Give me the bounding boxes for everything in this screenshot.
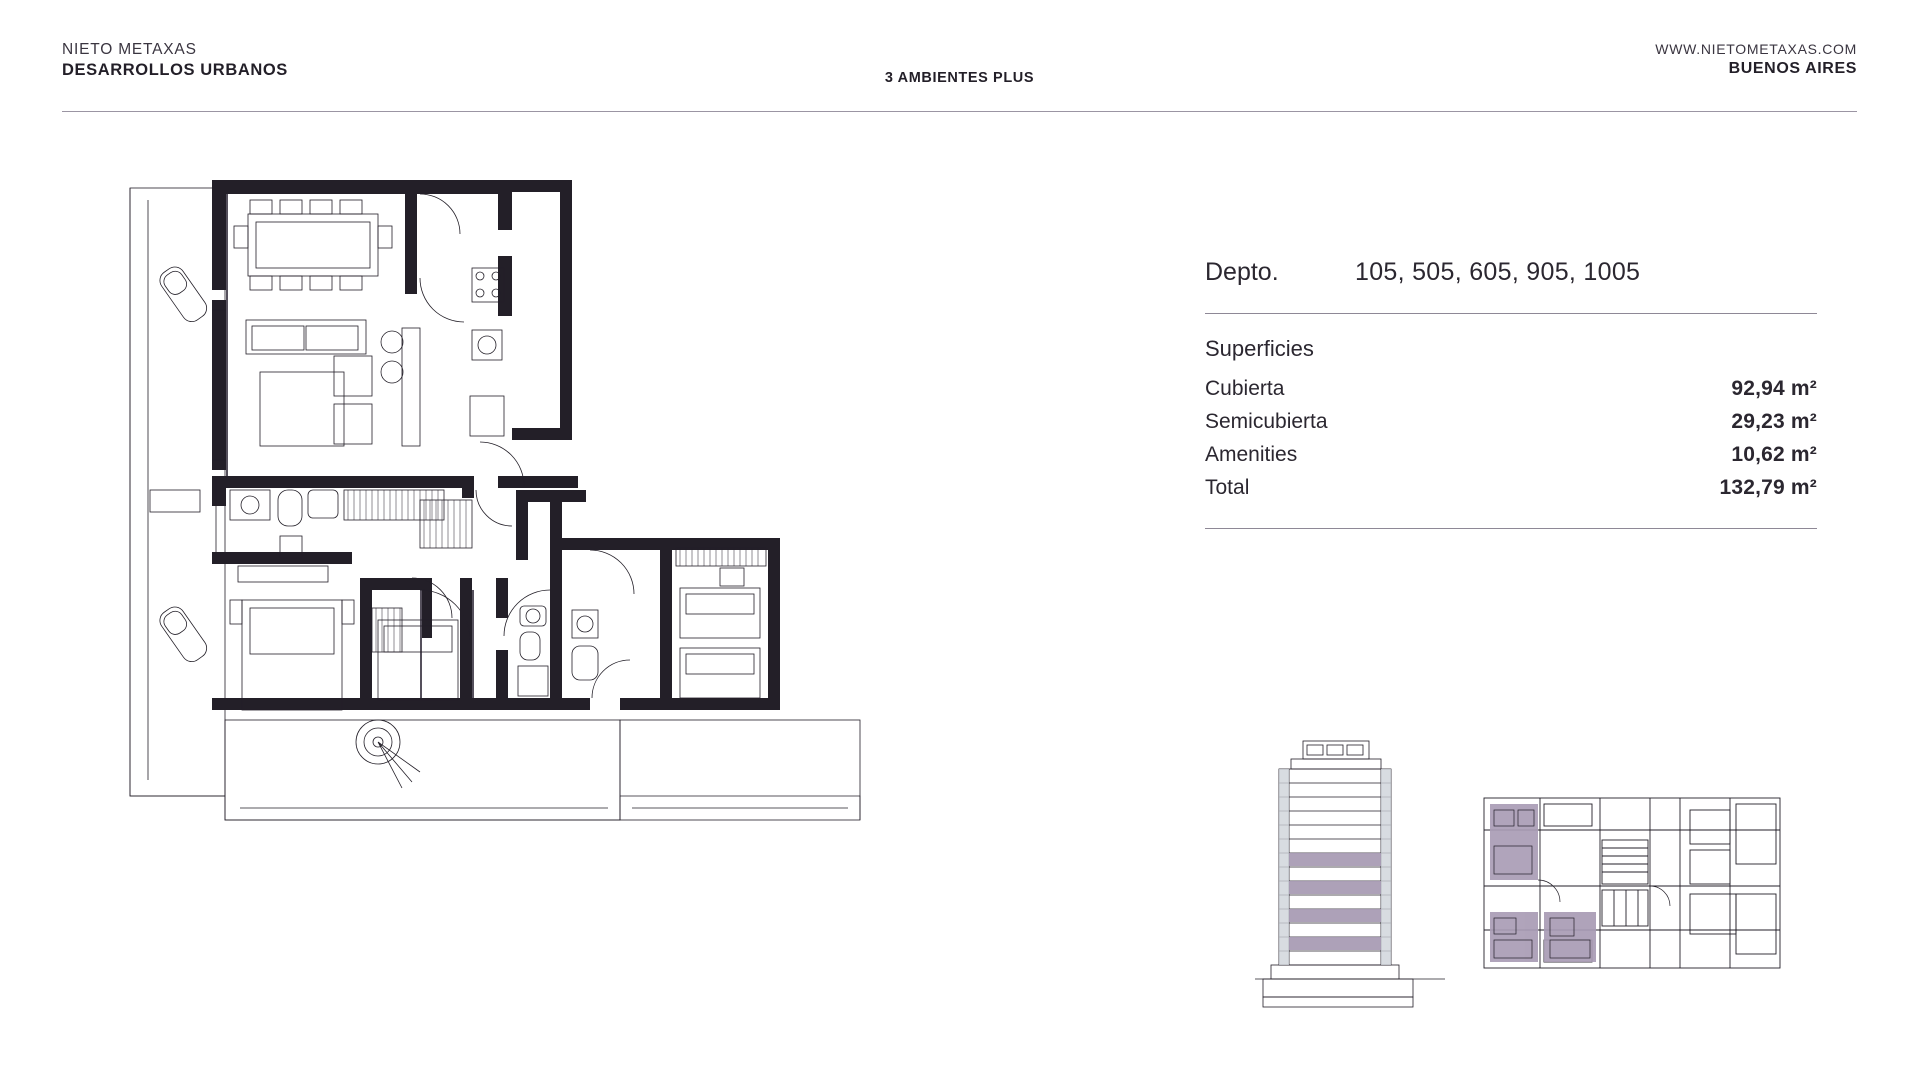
- surface-row-semicubierta: [1205, 405, 1817, 438]
- surfaces-block: [1205, 314, 1817, 528]
- depto-row: [1205, 258, 1817, 287]
- page-title: 3 AMBIENTES PLUS: [884, 70, 1035, 86]
- surface-row-total: [1205, 471, 1817, 504]
- depto-label: Depto.: [1205, 258, 1279, 286]
- building-elevation-diagram: [1255, 735, 1455, 1015]
- floor-key-plan-diagram: [1480, 790, 1790, 980]
- floorplan-container: [120, 160, 960, 840]
- surface-label: Total: [1205, 476, 1250, 499]
- surface-row-cubierta: [1205, 372, 1817, 405]
- surface-label: Amenities: [1205, 443, 1298, 466]
- apartment-floor-plan-drawing: [120, 160, 960, 840]
- depto-value: 105, 505, 605, 905, 1005: [1355, 258, 1641, 286]
- page-header: [62, 40, 1857, 110]
- surface-value: 92,94 m²: [1731, 377, 1817, 400]
- surface-row-amenities: [1205, 438, 1817, 471]
- brand-tagline: DESARROLLOS URBANOS: [62, 61, 288, 80]
- surface-value: 10,62 m²: [1731, 443, 1817, 466]
- website-url: WWW.NIETOMETAXAS.COM: [1655, 41, 1857, 57]
- surfaces-title: Superficies: [1205, 336, 1314, 361]
- surface-label: Cubierta: [1205, 377, 1285, 400]
- site-info-block: [1655, 40, 1857, 80]
- brand-name: NIETO METAXAS: [62, 41, 197, 58]
- header-divider: [62, 111, 1857, 112]
- surface-value: 29,23 m²: [1731, 410, 1817, 433]
- surface-value: 132,79 m²: [1719, 476, 1817, 499]
- surface-label: Semicubierta: [1205, 410, 1328, 433]
- city-label: BUENOS AIRES: [1728, 60, 1857, 78]
- info-divider-bottom: [1205, 528, 1817, 529]
- unit-info-panel: [1205, 258, 1817, 529]
